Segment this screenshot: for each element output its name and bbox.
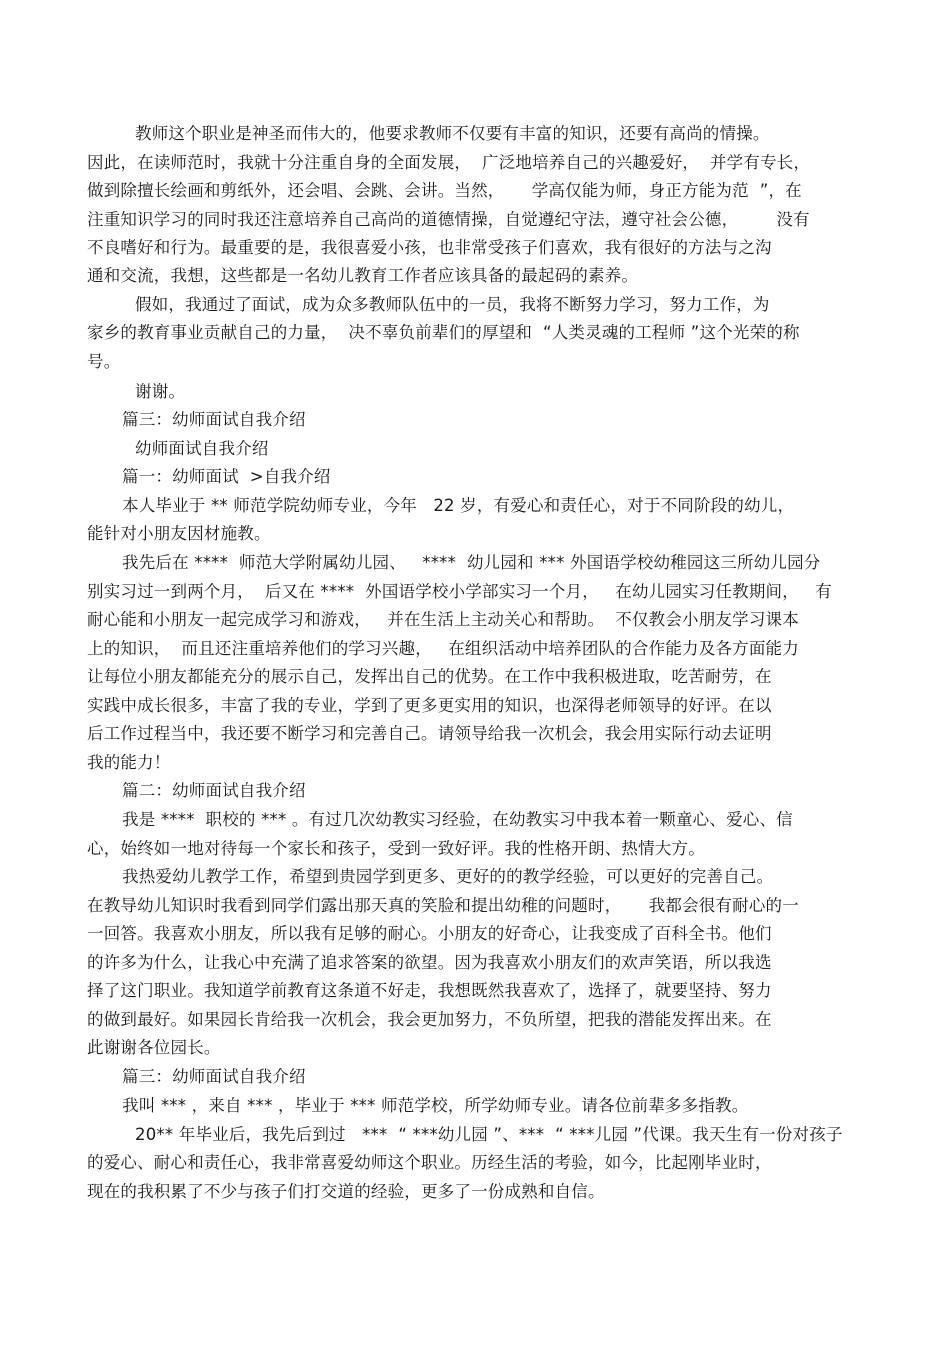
text-line: 因此，在读师范时，我就十分注重自身的全面发展， 广泛地培养自己的兴趣爱好， 并学有专长， [87, 153, 811, 172]
text-line: 在教导幼儿知识时我看到同学们露出那天真的笑脸和提出幼稚的问题时， 我都会很有耐心的一 [87, 896, 799, 915]
section-heading: 篇三：幼师面试自我介绍 [122, 1067, 306, 1086]
text-line: 我先后在 **** 师范大学附属幼儿园、 **** 幼儿园和 *** 外国语学校幼稚园这三所幼儿园分 [122, 553, 821, 572]
text-line: 上的知识， 而且还注重培养他们的学习兴趣， 在组织活动中培养团队的合作能力及各方面能力 [87, 639, 799, 658]
text-line: 现在的我积累了不少与孩子们打交道的经验，更多了一份成熟和自信。 [87, 1182, 605, 1201]
text-line: 能针对小朋友因材施教。 [87, 524, 271, 543]
text-line: 谢谢。 [135, 382, 186, 401]
text-line: 此谢谢各位园长。 [87, 1038, 221, 1057]
text-line: 假如，我通过了面试，成为众多教师队伍中的一员，我将不断努力学习，努力工作，为 [135, 295, 770, 314]
text-line: 号。 [87, 352, 121, 371]
text-line: 的做到最好。如果园长肯给我一次机会，我会更加努力，不负所望，把我的潜能发挥出来。在 [87, 1010, 772, 1029]
section-heading: 篇三：幼师面试自我介绍 [122, 410, 306, 429]
text-line: 家乡的教育事业贡献自己的力量， 决不辜负前辈们的厚望和 “人类灵魂的工程师 ”这个光荣的称 [87, 323, 800, 342]
text-line: 择了这门职业。我知道学前教育这条道不好走，我想既然我喜欢了，选择了，就要坚持、努力 [87, 981, 772, 1000]
text-line: 的爱心、耐心和责任心，我非常喜爱幼师这个职业。历经生活的考验，如今，比起刚毕业时， [87, 1153, 772, 1172]
text-line: 实践中成长很多，丰富了我的专业，学到了更多更实用的知识，也深得老师领导的好评。在以 [87, 696, 772, 715]
text-line: 后工作过程当中，我还要不断学习和完善自己。请领导给我一次机会，我会用实际行动去证明 [87, 724, 772, 743]
text-line: 通和交流，我想，这些都是一名幼儿教育工作者应该具备的最起码的素养。 [87, 266, 639, 285]
text-line: 我是 **** 职校的 *** 。有过几次幼教实习经验，在幼教实习中我本着一颗童心、爱心、信 [122, 810, 793, 829]
text-line: 注重知识学习的同时我还注意培养自己高尚的道德情操，自觉遵纪守法，遵守社会公德， 没有 [87, 210, 810, 229]
text-line: 不良嗜好和行为。最重要的是，我很喜爱小孩，也非常受孩子们喜欢，我有很好的方法与之沟 [87, 238, 772, 257]
section-heading: 篇一：幼师面试 >自我介绍 [122, 467, 331, 486]
text-line: 的许多为什么，让我心中充满了追求答案的欲望。因为我喜欢小朋友们的欢声笑语，所以我选 [87, 953, 772, 972]
text-line: 心，始终如一地对待每一个家长和孩子，受到一致好评。我的性格开朗、热情大方。 [87, 839, 705, 858]
text-line: 我的能力！ [87, 753, 171, 772]
text-line: 耐心能和小朋友一起完成学习和游戏， 并在生活上主动关心和帮助。 不仅教会小朋友学习课本 [87, 610, 799, 629]
section-heading: 篇二：幼师面试自我介绍 [122, 781, 306, 800]
text-line: 我叫 *** ，来自 *** ，毕业于 *** 师范学校，所学幼师专业。请各位前辈多多指教。 [122, 1096, 749, 1115]
text-line: 本人毕业于 ** 师范学院幼师专业，今年 22 岁，有爱心和责任心，对于不同阶段的幼儿， [122, 496, 795, 515]
text-line: 做到除擅长绘画和剪纸外，还会唱、会跳、会讲。当然， 学高仅能为师，身正方能为范 ”，在 [87, 181, 802, 200]
section-heading: 幼师面试自我介绍 [135, 439, 269, 458]
text-line: 教师这个职业是神圣而伟大的，他要求教师不仅要有丰富的知识，还要有高尚的情操。 [135, 124, 770, 143]
text-line: 别实习过一到两个月， 后又在 **** 外国语学校小学部实习一个月， 在幼儿园实习任教期间， 有 [87, 582, 832, 601]
text-line: 一回答。我喜欢小朋友，所以我有足够的耐心。小朋友的好奇心，让我变成了百科全书。他们 [87, 924, 772, 943]
text-line: 让每位小朋友都能充分的展示自己，发挥出自己的优势。在工作中我积极进取，吃苦耐劳，在 [87, 667, 772, 686]
text-line: 我热爱幼儿教学工作，希望到贵园学到更多、更好的的教学经验，可以更好的完善自己。 [122, 867, 774, 886]
text-line: 20** 年毕业后，我先后到过 *** “ ***幼儿园 ”、*** “ ***儿园 ”代课。我天生有一份对孩子 [135, 1125, 843, 1144]
